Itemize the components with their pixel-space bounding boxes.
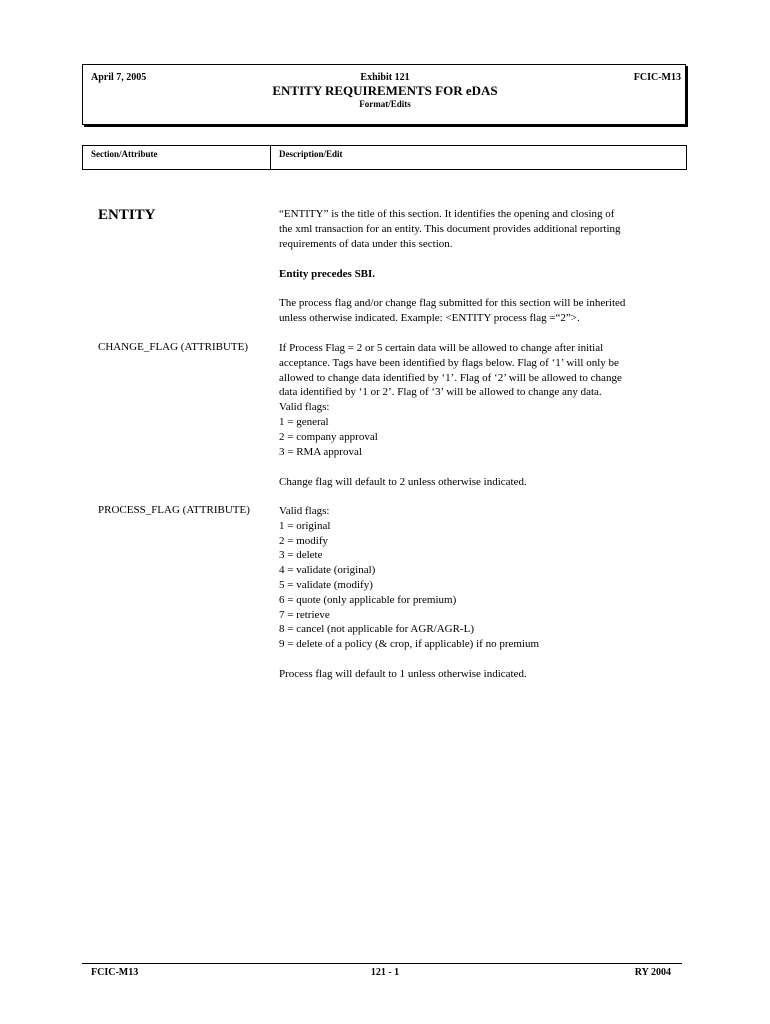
process-flag-description [279, 504, 679, 652]
column-divider [270, 145, 271, 170]
change-flag-default: Change flag will default to 2 unless otherwise indicated. [279, 476, 527, 488]
text-line: unless otherwise indicated. Example: <ENTITY process flag =“2”>. [279, 311, 580, 324]
text-line: 3 = RMA approval [279, 445, 362, 458]
change-flag-label: CHANGE_FLAG (ATTRIBUTE) [98, 341, 249, 353]
footer-year: RY 2004 [634, 967, 671, 978]
process-flag-default: Process flag will default to 1 unless otherwise indicated. [279, 668, 527, 680]
entity-inherit-note [279, 296, 679, 326]
text-line: 2 = modify [279, 534, 328, 547]
text-line: data identified by ‘1 or 2’. Flag of ‘3’ will be allowed to change any data. [279, 386, 602, 399]
text-line: 4 = validate (original) [279, 564, 376, 577]
text-line: 5 = validate (modify) [279, 578, 373, 591]
footer-rule [82, 963, 682, 964]
page-subtitle: Format/Edits [359, 99, 411, 109]
column-header-description: Description/Edit [279, 149, 343, 159]
process-flag-label: PROCESS_FLAG (ATTRIBUTE) [98, 504, 250, 516]
text-line: allowed to change data identified by ‘1’. Flag of ‘2’ will be allowed to change [279, 371, 622, 384]
text-line: 1 = general [279, 415, 329, 428]
header-exhibit: Exhibit 121 [360, 72, 410, 83]
header-code: FCIC-M13 [633, 72, 681, 83]
footer-page-number: 121 - 1 [370, 967, 400, 978]
text-line: 2 = company approval [279, 430, 378, 443]
entity-description [279, 207, 679, 251]
text-line: 9 = delete of a policy (& crop, if applicable) if no premium [279, 638, 540, 651]
text-line: Valid flags: [279, 505, 330, 517]
text-line: 8 = cancel (not applicable for AGR/AGR-L) [279, 623, 474, 636]
text-line: If Process Flag = 2 or 5 certain data will be allowed to change after initial [279, 342, 604, 354]
text-line: 7 = retrieve [279, 608, 330, 621]
column-header-box [82, 145, 687, 170]
text-line: the xml transaction for an entity. This document provides additional reporting [279, 222, 621, 235]
text-line: The process flag and/or change flag submitted for this section will be inherited [279, 297, 626, 309]
text-line: 1 = original [279, 519, 331, 532]
text-line: requirements of data under this section. [279, 237, 453, 250]
change-flag-description [279, 341, 679, 459]
text-line: “ENTITY” is the title of this section. It identifies the opening and closing of [279, 208, 615, 220]
section-name: ENTITY [98, 207, 156, 223]
text-line: 6 = quote (only applicable for premium) [279, 593, 457, 606]
header-date: April 7, 2005 [91, 72, 147, 83]
entity-precedes-note: Entity precedes SBI. [279, 268, 376, 280]
column-header-section: Section/Attribute [91, 149, 158, 159]
text-line: Valid flags: [279, 401, 330, 414]
footer-code: FCIC-M13 [91, 967, 139, 978]
text-line: acceptance. Tags have been identified by flags below. Flag of ‘1’ will only be [279, 356, 619, 369]
text-line: 3 = delete [279, 549, 323, 562]
page-title: ENTITY REQUIREMENTS FOR eDAS [272, 83, 498, 98]
